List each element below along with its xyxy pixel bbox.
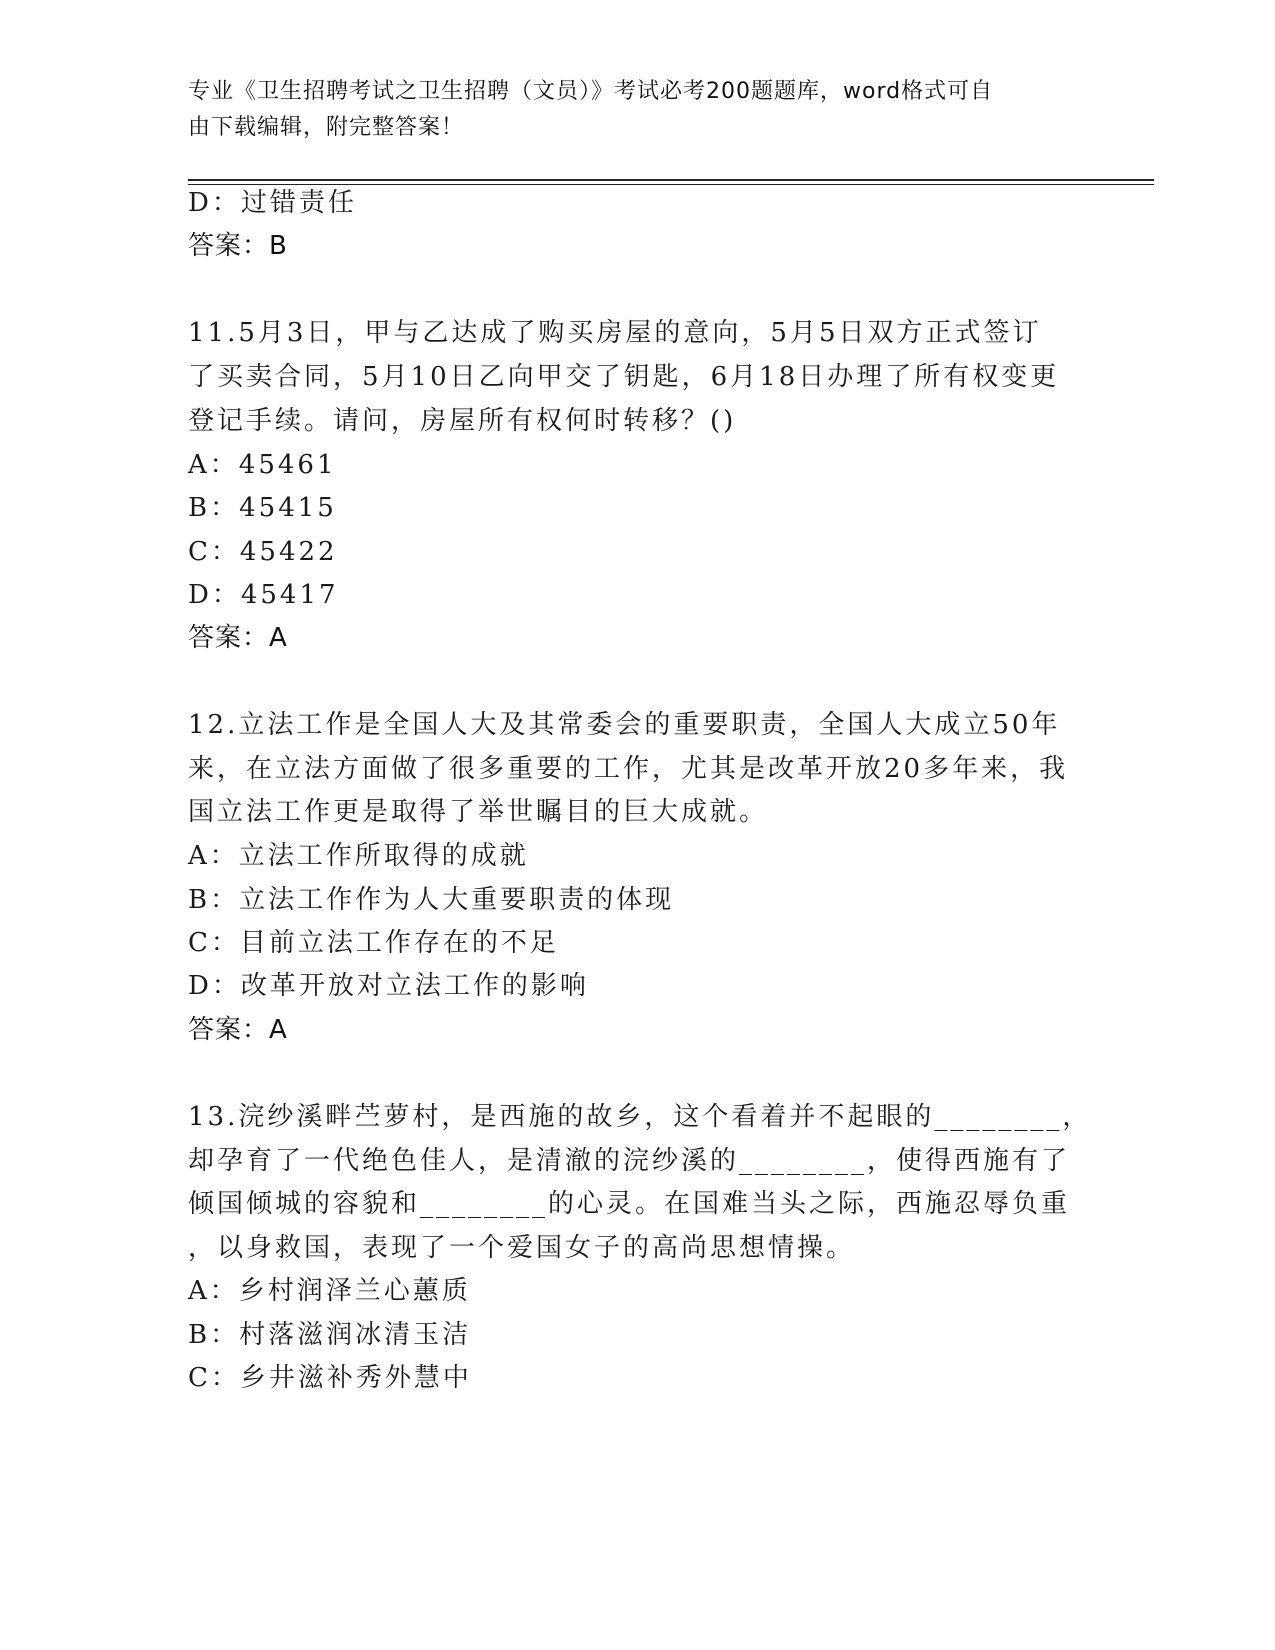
q12-stem-line-2: 来，在立法方面做了很多重要的工作，尤其是改革开放20多年来，我	[188, 754, 1069, 784]
q11-answer: 答案：A	[188, 623, 288, 653]
q13-stem-line-4: ，以身救国，表现了一个爱国女子的高尚思想情操。	[188, 1233, 856, 1263]
q13-stem-line-2: 却孕育了一代绝色佳人，是清澈的浣纱溪的________，使得西施有了	[188, 1146, 1071, 1176]
header-line-1: 专业《卫生招聘考试之卫生招聘（文员）》考试必考200题题库，word格式可自	[188, 79, 994, 104]
q12-option-a: A：立法工作所取得的成就	[188, 841, 529, 871]
q13-option-b: B：村落滋润冰清玉洁	[188, 1320, 472, 1350]
prev-answer: 答案：B	[188, 231, 288, 261]
q13-stem-line-1: 13.浣纱溪畔苎萝村，是西施的故乡，这个看着并不起眼的________，	[188, 1102, 1092, 1132]
q13-stem-line-3: 倾国倾城的容貌和________的心灵。在国难当头之际，西施忍辱负重	[188, 1189, 1071, 1219]
q11-option-d: D：45417	[188, 580, 339, 610]
q11-stem-line-3: 登记手续。请问，房屋所有权何时转移？()	[188, 406, 737, 436]
q11-option-a: A：45461	[188, 450, 337, 480]
q11-stem-line-1: 11.5月3日，甲与乙达成了购买房屋的意向，5月5日双方正式签订	[188, 318, 1042, 348]
q13-option-c: C：乡井滋补秀外慧中	[188, 1363, 472, 1393]
q13-option-a: A：乡村润泽兰心蕙质	[188, 1276, 471, 1306]
prev-option-d: D：过错责任	[188, 188, 357, 218]
q12-option-b: B：立法工作作为人大重要职责的体现	[188, 885, 675, 915]
q11-stem-line-2: 了买卖合同，5月10日乙向甲交了钥匙，6月18日办理了所有权变更	[188, 362, 1060, 392]
header-line-2: 由下载编辑，附完整答案！	[188, 115, 465, 140]
q11-option-c: C：45422	[188, 537, 338, 567]
page-header	[188, 74, 1068, 146]
q12-option-c: C：目前立法工作存在的不足	[188, 928, 559, 958]
q11-option-b: B：45415	[188, 493, 337, 523]
q12-option-d: D：改革开放对立法工作的影响	[188, 971, 589, 1001]
q12-answer: 答案：A	[188, 1015, 288, 1045]
header-rule-thin	[188, 184, 1154, 185]
header-rule-thick	[188, 179, 1154, 181]
q12-stem-line-1: 12.立法工作是全国人大及其常委会的重要职责，全国人大成立50年	[188, 710, 1061, 740]
q12-stem-line-3: 国立法工作更是取得了举世瞩目的巨大成就。	[188, 797, 769, 827]
